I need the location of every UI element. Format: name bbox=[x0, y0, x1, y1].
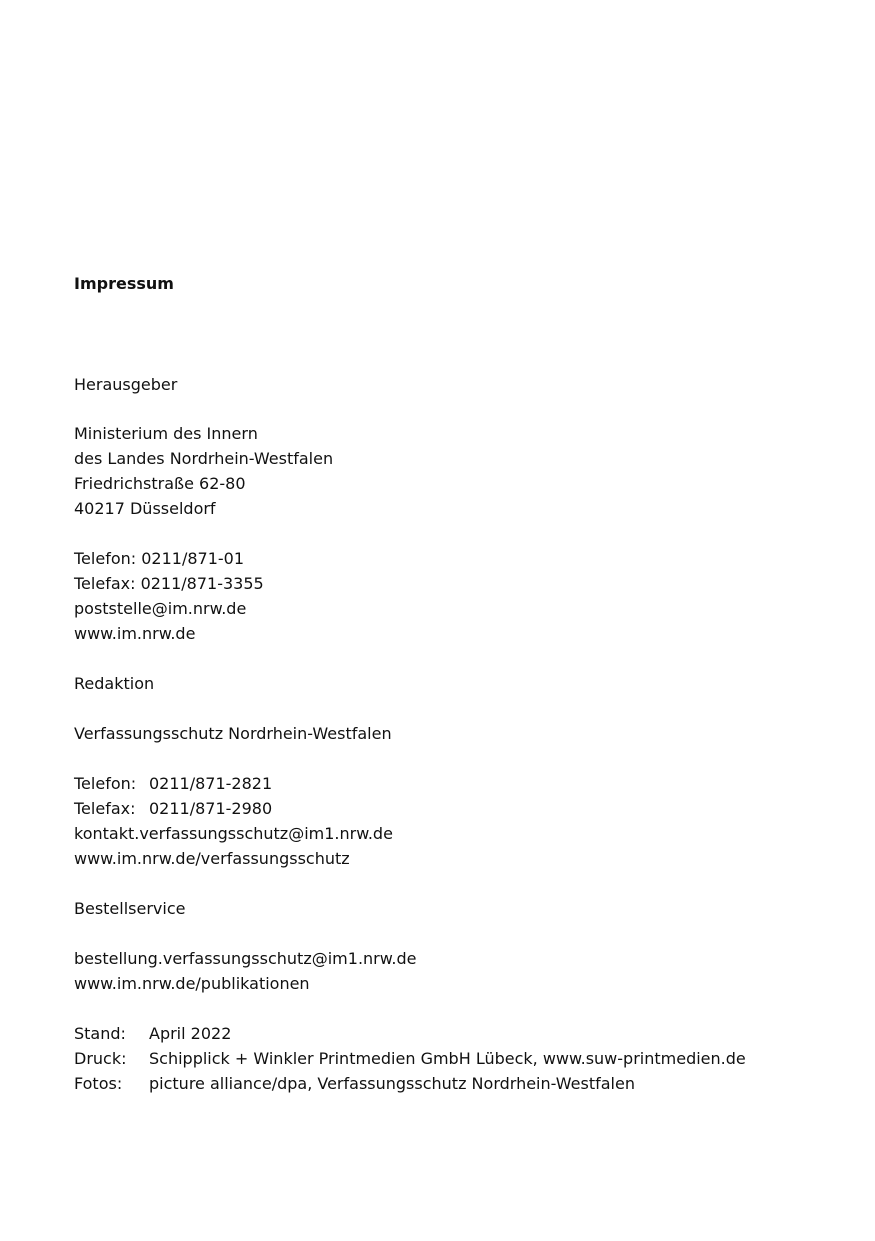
redaktion-phone-row bbox=[74, 771, 393, 796]
fotos-value: picture alliance/dpa, Verfassungsschutz Nordrhein-Westfalen bbox=[149, 1074, 635, 1093]
fax-value: 0211/871-2980 bbox=[149, 799, 273, 818]
stand-row bbox=[74, 1021, 746, 1046]
redaktion-section bbox=[74, 671, 154, 696]
redaktion-heading: Redaktion bbox=[74, 674, 155, 693]
address-line: des Landes Nordrhein-Westfalen bbox=[74, 449, 334, 468]
bestellservice-heading: Bestellservice bbox=[74, 899, 186, 918]
bestellservice-section bbox=[74, 896, 185, 921]
fotos-label: Fotos: bbox=[74, 1074, 123, 1093]
bestellservice-email-link[interactable]: bestellung.verfassungsschutz@im1.nrw.de bbox=[74, 949, 417, 968]
redaktion-name-block bbox=[74, 721, 392, 746]
druck-value: Schipplick + Winkler Printmedien GmbH Lübeck, www.suw-printmedien.de bbox=[149, 1049, 746, 1068]
druck-row bbox=[74, 1046, 746, 1071]
bestellservice-website-link[interactable]: www.im.nrw.de/publikationen bbox=[74, 974, 310, 993]
email-link[interactable]: poststelle@im.nrw.de bbox=[74, 599, 247, 618]
phone-label: Telefon: bbox=[74, 774, 137, 793]
fax-label: Telefax: bbox=[74, 799, 136, 818]
website-link[interactable]: www.im.nrw.de bbox=[74, 624, 196, 643]
redaktion-name: Verfassungsschutz Nordrhein-Westfalen bbox=[74, 724, 392, 743]
herausgeber-contact bbox=[74, 546, 264, 646]
redaktion-website-link[interactable]: www.im.nrw.de/verfassungsschutz bbox=[74, 849, 350, 868]
redaktion-contact bbox=[74, 771, 393, 871]
phone-value: 0211/871-2821 bbox=[149, 774, 273, 793]
herausgeber-address bbox=[74, 421, 333, 521]
redaktion-fax-row bbox=[74, 796, 393, 821]
fax-line: Telefax: 0211/871-3355 bbox=[74, 574, 264, 593]
address-line: 40217 Düsseldorf bbox=[74, 499, 216, 518]
address-line: Ministerium des Innern bbox=[74, 424, 258, 443]
page-title: Impressum bbox=[74, 274, 174, 293]
druck-label: Druck: bbox=[74, 1049, 127, 1068]
address-line: Friedrichstraße 62-80 bbox=[74, 474, 246, 493]
redaktion-email-link[interactable]: kontakt.verfassungsschutz@im1.nrw.de bbox=[74, 824, 393, 843]
stand-label: Stand: bbox=[74, 1024, 126, 1043]
bestellservice-contact bbox=[74, 946, 416, 996]
phone-line: Telefon: 0211/871-01 bbox=[74, 549, 245, 568]
meta-info bbox=[74, 1021, 746, 1096]
herausgeber-heading: Herausgeber bbox=[74, 375, 178, 394]
fotos-row bbox=[74, 1071, 746, 1096]
herausgeber-section bbox=[74, 372, 177, 397]
stand-value: April 2022 bbox=[149, 1024, 232, 1043]
